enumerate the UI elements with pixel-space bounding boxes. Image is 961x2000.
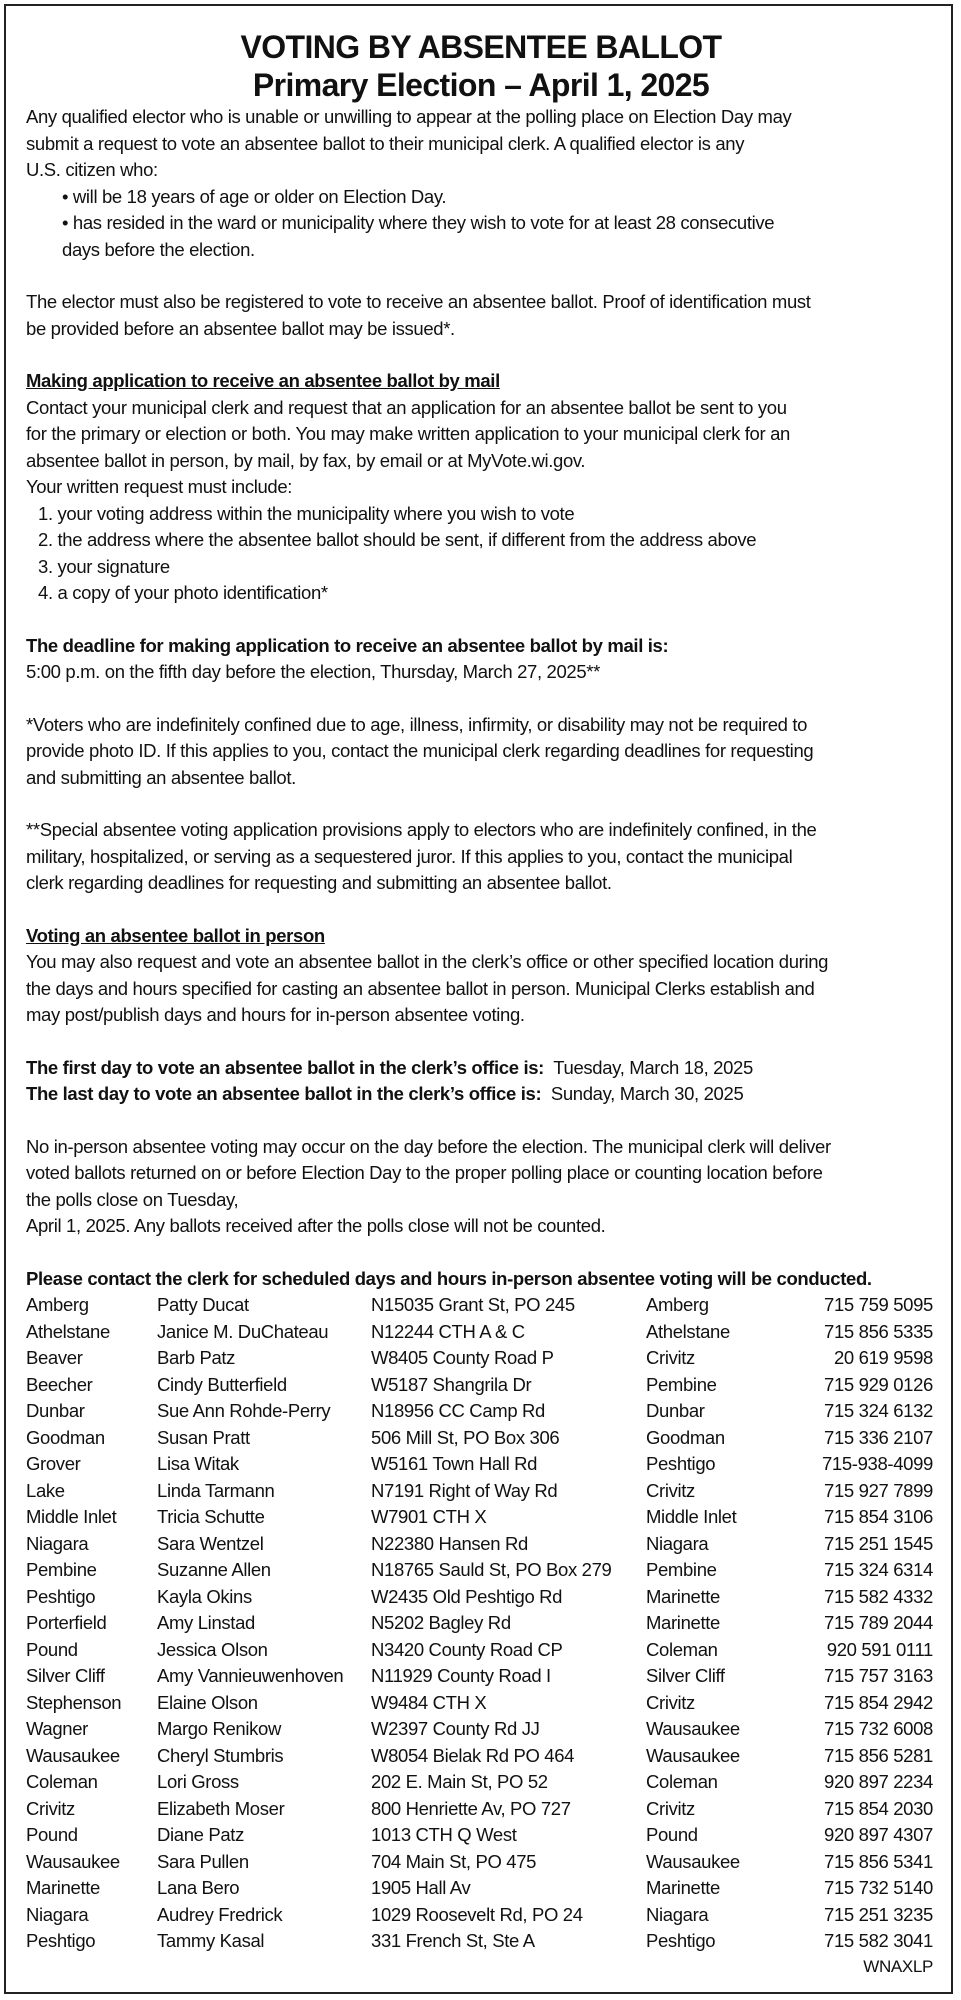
phone-cell: 715 324 6132: [824, 1400, 933, 1421]
address-cell: 1029 Roosevelt Rd, PO 24: [371, 1903, 583, 1925]
title-line-1: VOTING BY ABSENTEE BALLOT: [240, 29, 722, 65]
phone-cell: 715 929 0126: [824, 1373, 933, 1395]
registration-line: The elector must also be registered to vote to receive an absentee ballot. Proof of identification must: [26, 291, 811, 312]
address-cell: N22380 Hansen Rd: [371, 1532, 528, 1554]
address-cell: 704 Main St, PO 475: [371, 1850, 537, 1872]
intro-line: Any qualified elector who is unable or unwilling to appear at the polling place on Election Day may: [26, 106, 792, 127]
inperson-line: the days and hours specified for casting an absentee ballot in person. Municipal Clerks establish and: [26, 977, 815, 999]
city-cell: Athelstane: [646, 1320, 730, 1342]
table-row: [26, 1690, 933, 1717]
city-cell: Wausaukee: [646, 1718, 740, 1739]
municipality-cell: Peshtigo: [26, 1585, 96, 1607]
address-cell: W5161 Town Hall Rd: [371, 1453, 538, 1474]
phone-cell: 20 619 9598: [833, 1347, 933, 1368]
city-cell: Goodman: [646, 1426, 725, 1448]
contact-heading: Please contact the clerk for scheduled days and hours in-person absentee voting will be conducted.: [26, 1267, 872, 1289]
intro-line: submit a request to vote an absentee ballot to their municipal clerk. A qualified elector is any: [26, 132, 745, 154]
phone-cell: 715 582 3041: [824, 1930, 933, 1951]
table-row: [26, 1531, 933, 1558]
address-cell: 1905 Hall Av: [371, 1877, 471, 1898]
address-cell: 331 French St, Ste A: [371, 1930, 535, 1951]
table-row: [26, 1743, 933, 1770]
table-row: [26, 1716, 933, 1743]
table-row: [26, 1504, 933, 1531]
requirement-item: 3. your signature: [38, 555, 170, 577]
city-cell: Dunbar: [646, 1400, 705, 1421]
city-cell: Crivitz: [646, 1347, 695, 1368]
city-cell: Middle Inlet: [646, 1506, 737, 1527]
clerk-name-cell: Audrey Fredrick: [157, 1903, 283, 1925]
table-row: [26, 1292, 933, 1319]
clerk-name-cell: Cindy Butterfield: [157, 1373, 287, 1395]
city-cell: Wausaukee: [646, 1850, 740, 1872]
table-row: [26, 1372, 933, 1399]
no-inperson-paragraph: [26, 1134, 936, 1240]
city-cell: Pound: [646, 1824, 698, 1845]
municipality-cell: Coleman: [26, 1771, 98, 1792]
clerk-name-cell: Linda Tarmann: [157, 1479, 275, 1501]
address-cell: N18956 CC Camp Rd: [371, 1400, 545, 1421]
address-cell: W7901 CTH X: [371, 1506, 487, 1527]
no-inperson-line: voted ballots returned on or before Election Day to the proper polling place or counting location before: [26, 1162, 823, 1183]
clerk-name-cell: Kayla Okins: [157, 1585, 252, 1607]
clerk-name-cell: Janice M. DuChateau: [157, 1320, 329, 1342]
mail-line: Contact your municipal clerk and request that an application for an absentee ballot be sent to you: [26, 396, 787, 418]
address-cell: N3420 County Road CP: [371, 1638, 563, 1660]
city-cell: Peshtigo: [646, 1453, 716, 1474]
inperson-heading: Voting an absentee ballot in person: [26, 924, 325, 946]
clerk-name-cell: Patty Ducat: [157, 1294, 249, 1315]
footnote-line: **Special absentee voting application provisions apply to electors who are indefinitely confined, in the: [26, 819, 817, 840]
absentee-notice: [26, 24, 936, 1979]
phone-cell: 715 856 5281: [824, 1744, 933, 1766]
city-cell: Marinette: [646, 1585, 720, 1607]
no-inperson-line: the polls close on Tuesday,: [26, 1188, 239, 1210]
city-cell: Coleman: [646, 1638, 718, 1660]
phone-cell: 920 591 0111: [826, 1638, 933, 1660]
phone-cell: 715-938-4099: [821, 1453, 933, 1474]
address-cell: N12244 CTH A & C: [371, 1320, 525, 1342]
address-cell: W9484 CTH X: [371, 1691, 487, 1713]
mail-line: for the primary or election or both. You may make written application to your municipal clerk for an: [26, 423, 790, 444]
phone-cell: 715 336 2107: [824, 1426, 933, 1448]
clerk-name-cell: Sue Ann Rohde-Perry: [157, 1400, 331, 1421]
clerk-name-cell: Amy Linstad: [157, 1612, 255, 1633]
last-day-value: Sunday, March 30, 2025: [550, 1083, 744, 1104]
requirement-item: 1. your voting address within the municipality where you wish to vote: [38, 502, 575, 524]
footnote-line: military, hospitalized, or serving as a sequestered juror. If this applies to you, contact the municipal: [26, 845, 793, 867]
footnote-line: provide photo ID. If this applies to you, contact the municipal clerk regarding deadlines for requesting: [26, 740, 814, 761]
table-row: [26, 1319, 933, 1346]
inperson-dates: [26, 1055, 936, 1108]
clerk-name-cell: Tammy Kasal: [157, 1930, 265, 1951]
phone-cell: 715 856 5341: [824, 1850, 933, 1872]
clerk-name-cell: Diane Patz: [157, 1824, 244, 1845]
municipality-cell: Athelstane: [26, 1320, 110, 1342]
clerk-name-cell: Suzanne Allen: [157, 1559, 271, 1580]
municipality-cell: Niagara: [26, 1532, 89, 1554]
municipality-cell: Stephenson: [26, 1691, 122, 1713]
municipality-cell: Amberg: [26, 1294, 89, 1315]
municipality-cell: Wausaukee: [26, 1744, 120, 1766]
table-row: [26, 1928, 933, 1955]
city-cell: Amberg: [646, 1294, 709, 1315]
municipality-cell: Beaver: [26, 1347, 83, 1368]
intro-paragraph: [26, 104, 936, 263]
address-cell: N7191 Right of Way Rd: [371, 1479, 558, 1501]
address-cell: 800 Henriette Av, PO 727: [371, 1797, 571, 1819]
first-day-label: The first day to vote an absentee ballot in the clerk’s office is:: [26, 1056, 544, 1078]
clerk-name-cell: Lori Gross: [157, 1771, 239, 1792]
municipality-cell: Pound: [26, 1824, 78, 1845]
phone-cell: 715 757 3163: [824, 1665, 933, 1686]
city-cell: Pembine: [646, 1373, 717, 1395]
phone-cell: 920 897 2234: [824, 1771, 933, 1792]
intro-line: U.S. citizen who:: [26, 159, 158, 180]
title-line-2: Primary Election – April 1, 2025: [252, 67, 710, 103]
registration-line: be provided before an absentee ballot may be issued*.: [26, 317, 455, 339]
no-inperson-line: No in-person absentee voting may occur on the day before the election. The municipal clerk will deliver: [26, 1135, 831, 1157]
last-day-line: [26, 1081, 936, 1108]
requirement-item: 4. a copy of your photo identification*: [38, 582, 328, 603]
phone-cell: 715 732 5140: [824, 1877, 933, 1898]
table-row: [26, 1425, 933, 1452]
footnote-line: clerk regarding deadlines for requesting and submitting an absentee ballot.: [26, 872, 612, 893]
mail-line: absentee ballot in person, by mail, by fax, by email or at MyVote.wi.gov.: [26, 449, 586, 471]
inperson-line: You may also request and vote an absentee ballot in the clerk’s office or other specified location during: [26, 951, 829, 972]
phone-cell: 715 854 2030: [824, 1797, 933, 1819]
table-row: [26, 1822, 933, 1849]
phone-cell: 715 759 5095: [824, 1294, 933, 1315]
municipality-cell: Grover: [26, 1453, 81, 1474]
city-cell: Marinette: [646, 1612, 720, 1633]
city-cell: Niagara: [646, 1903, 709, 1925]
phone-cell: 715 732 6008: [824, 1718, 933, 1739]
footnote-photo-id: [26, 712, 936, 792]
inperson-line: may post/publish days and hours for in-person absentee voting.: [26, 1004, 525, 1025]
address-cell: 1013 CTH Q West: [371, 1824, 517, 1845]
footnote-line: and submitting an absentee ballot.: [26, 766, 296, 788]
municipality-cell: Wausaukee: [26, 1850, 120, 1872]
municipality-cell: Silver Cliff: [26, 1665, 105, 1686]
municipality-cell: Middle Inlet: [26, 1506, 117, 1527]
municipality-cell: Peshtigo: [26, 1930, 96, 1951]
municipality-cell: Wagner: [26, 1718, 88, 1739]
clerk-name-cell: Amy Vannieuwenhoven: [157, 1665, 344, 1686]
clerk-name-cell: Susan Pratt: [157, 1426, 250, 1448]
table-row: [26, 1849, 933, 1876]
address-cell: 506 Mill St, PO Box 306: [371, 1426, 560, 1448]
deadline-text: 5:00 p.m. on the fifth day before the election, Thursday, March 27, 2025**: [26, 661, 601, 682]
first-day-value: Tuesday, March 18, 2025: [553, 1056, 753, 1078]
phone-cell: 715 854 3106: [824, 1506, 933, 1527]
footnote-line: *Voters who are indefinitely confined due to age, illness, infirmity, or disability may not be required to: [26, 713, 808, 735]
municipality-cell: Beecher: [26, 1373, 93, 1395]
address-cell: 202 E. Main St, PO 52: [371, 1771, 548, 1792]
table-row: [26, 1796, 933, 1823]
address-cell: N11929 County Road I: [371, 1665, 551, 1686]
clerk-name-cell: Margo Renikow: [157, 1718, 281, 1739]
table-row: [26, 1769, 933, 1796]
eligibility-bullet: • has resided in the ward or municipality where they wish to vote for at least 28 consecutive: [62, 212, 775, 233]
municipality-cell: Pound: [26, 1638, 78, 1660]
clerk-name-cell: Lana Bero: [157, 1877, 240, 1898]
requirement-item: 2. the address where the absentee ballot should be sent, if different from the address above: [38, 529, 757, 550]
last-day-label: The last day to vote an absentee ballot in the clerk’s office is:: [26, 1083, 542, 1104]
address-cell: W2397 County Rd JJ: [371, 1718, 540, 1739]
table-row: [26, 1345, 933, 1372]
mail-line: Your written request must include:: [26, 476, 293, 497]
clerk-name-cell: Cheryl Stumbris: [157, 1744, 284, 1766]
city-cell: Niagara: [646, 1532, 709, 1554]
clerk-name-cell: Barb Patz: [157, 1347, 236, 1368]
city-cell: Wausaukee: [646, 1744, 740, 1766]
table-row: [26, 1451, 933, 1478]
phone-cell: 715 582 4332: [824, 1585, 933, 1607]
notice-title: [26, 28, 936, 104]
address-cell: N18765 Sauld St, PO Box 279: [371, 1559, 612, 1580]
deadline-section: [26, 633, 936, 686]
table-row: [26, 1663, 933, 1690]
address-cell: N15035 Grant St, PO 245: [371, 1294, 575, 1315]
clerk-name-cell: Sara Wentzel: [157, 1532, 264, 1554]
eligibility-bullet-continued: days before the election.: [62, 238, 255, 260]
no-inperson-line: April 1, 2025. Any ballots received after the polls close will not be counted.: [26, 1215, 606, 1236]
clerk-directory-table: [26, 1292, 933, 1955]
city-cell: Crivitz: [646, 1691, 695, 1713]
address-cell: W8405 County Road P: [371, 1347, 554, 1368]
clerk-name-cell: Lisa Witak: [157, 1453, 239, 1474]
city-cell: Marinette: [646, 1877, 720, 1898]
address-cell: W5187 Shangrila Dr: [371, 1373, 532, 1395]
city-cell: Crivitz: [646, 1479, 695, 1501]
phone-cell: 715 854 2942: [824, 1691, 933, 1713]
mail-section: [26, 368, 936, 607]
municipality-cell: Lake: [26, 1479, 65, 1501]
table-row: [26, 1610, 933, 1637]
clerk-name-cell: Tricia Schutte: [157, 1506, 265, 1527]
clerk-name-cell: Jessica Olson: [157, 1638, 268, 1660]
phone-cell: 715 927 7899: [824, 1479, 933, 1501]
footnote-special-provisions: [26, 817, 936, 897]
municipality-cell: Marinette: [26, 1877, 100, 1898]
phone-cell: 715 251 3235: [824, 1903, 933, 1925]
table-row: [26, 1902, 933, 1929]
table-row: [26, 1478, 933, 1505]
phone-cell: 715 324 6314: [824, 1559, 933, 1580]
table-row: [26, 1875, 933, 1902]
municipality-cell: Crivitz: [26, 1797, 75, 1819]
city-cell: Coleman: [646, 1771, 718, 1792]
table-row: [26, 1637, 933, 1664]
municipality-cell: Niagara: [26, 1903, 89, 1925]
municipality-cell: Porterfield: [26, 1612, 107, 1633]
inperson-section: [26, 923, 936, 1029]
footer-code: WNAXLP: [863, 1956, 933, 1976]
city-cell: Silver Cliff: [646, 1665, 725, 1686]
city-cell: Pembine: [646, 1559, 717, 1580]
table-row: [26, 1584, 933, 1611]
clerk-name-cell: Elizabeth Moser: [157, 1797, 285, 1819]
phone-cell: 920 897 4307: [824, 1824, 933, 1845]
municipality-cell: Pembine: [26, 1559, 97, 1580]
address-cell: W8054 Bielak Rd PO 464: [371, 1744, 575, 1766]
address-cell: N5202 Bagley Rd: [371, 1612, 511, 1633]
city-cell: Crivitz: [646, 1797, 695, 1819]
clerk-name-cell: Sara Pullen: [157, 1850, 249, 1872]
municipality-cell: Dunbar: [26, 1400, 85, 1421]
address-cell: W2435 Old Peshtigo Rd: [371, 1585, 563, 1607]
eligibility-bullet: • will be 18 years of age or older on Election Day.: [62, 185, 447, 207]
municipality-cell: Goodman: [26, 1426, 105, 1448]
table-row: [26, 1557, 933, 1584]
deadline-heading: The deadline for making application to receive an absentee ballot by mail is:: [26, 634, 669, 656]
phone-cell: 715 789 2044: [824, 1612, 933, 1633]
table-row: [26, 1398, 933, 1425]
phone-cell: 715 856 5335: [824, 1320, 933, 1342]
registration-paragraph: [26, 289, 936, 342]
phone-cell: 715 251 1545: [824, 1532, 933, 1554]
first-day-line: [26, 1055, 936, 1082]
city-cell: Peshtigo: [646, 1930, 716, 1951]
mail-heading: Making application to receive an absentee ballot by mail: [26, 370, 500, 391]
clerk-name-cell: Elaine Olson: [157, 1691, 258, 1713]
